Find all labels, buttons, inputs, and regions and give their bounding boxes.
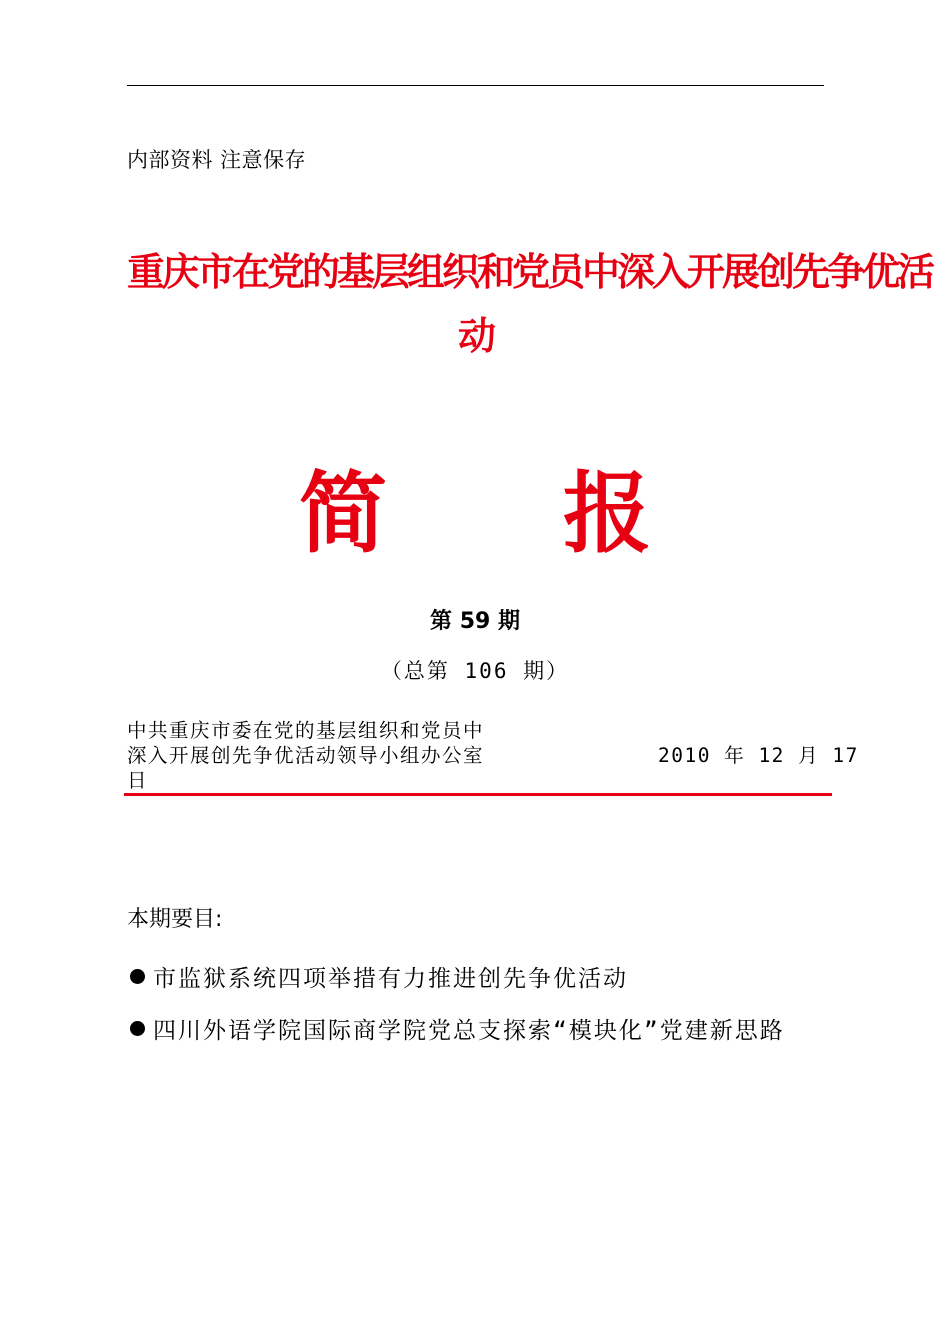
issuing-office — [127, 718, 567, 768]
issuing-office-line-2: 深入开展创先争优活动领导小组办公室 — [127, 744, 485, 767]
issue-date-tail: 日 — [127, 769, 147, 792]
list-item — [130, 950, 785, 1002]
contents-item-text: 市监狱系统四项举措有力推进创先争优活动 — [153, 965, 628, 992]
masthead-title — [127, 240, 933, 368]
contents-item-text: 四川外语学院国际商学院党总支探索“模块化”党建新思路 — [153, 1017, 785, 1044]
contents-list — [130, 950, 785, 1054]
contents-heading: 本期要目: — [127, 907, 223, 932]
issuing-office-line-1: 中共重庆市委在党的基层组织和党员中 — [127, 719, 485, 742]
bullet-icon — [130, 1021, 145, 1036]
red-divider — [124, 793, 832, 796]
issue-number: 第 59 期 — [430, 609, 520, 634]
bulletin-title: 简 报 — [298, 461, 651, 565]
masthead-title-line-2: 动 — [457, 314, 493, 358]
bullet-icon — [130, 969, 145, 984]
top-divider — [127, 85, 824, 86]
list-item — [130, 1002, 785, 1054]
internal-material-note: 内部资料 注意保存 — [127, 148, 307, 172]
masthead-title-line-1: 重庆市在党的基层组织和党员中深入开展创先争优活 — [127, 250, 933, 294]
issue-total-number: （总第 106 期） — [380, 659, 570, 683]
issue-date: 2010 年 12 月 17 — [658, 744, 859, 767]
